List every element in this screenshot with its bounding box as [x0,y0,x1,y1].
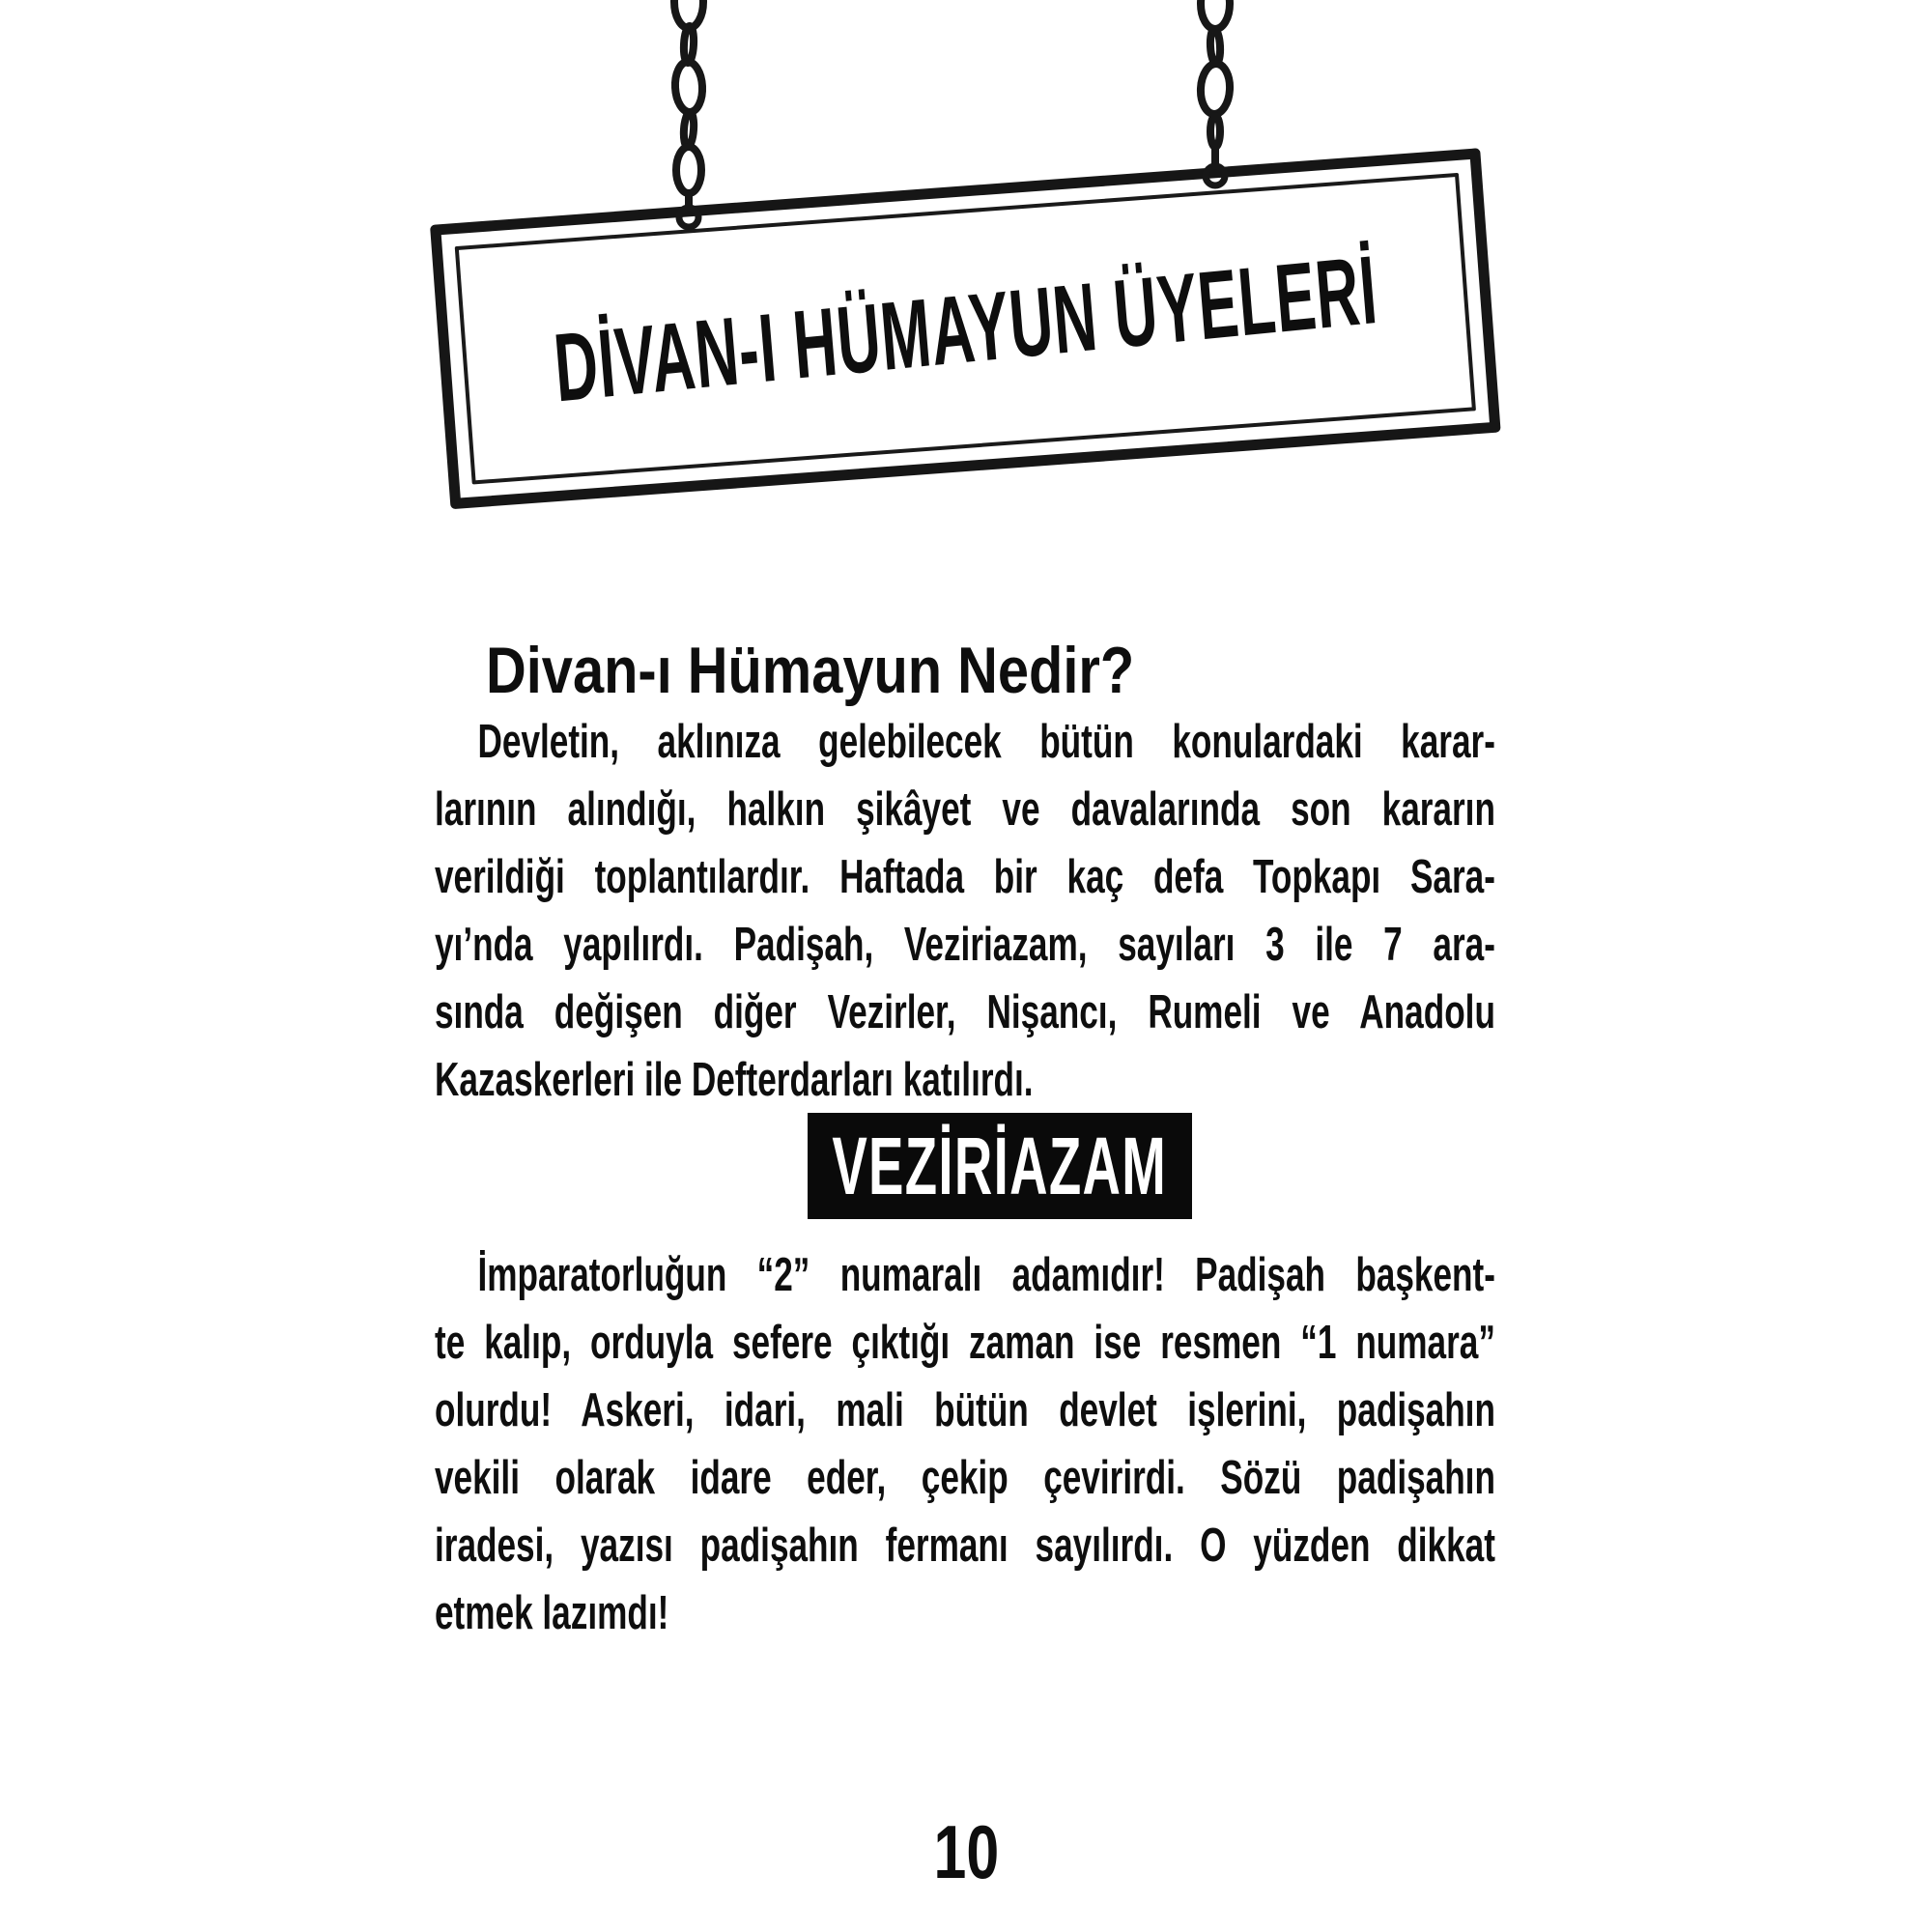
paragraph-line: verildiği toplantılardır. Haftada bir kaç defa Topkapı Sara- [435,851,1495,903]
badge-label: VEZİRİAZAM [832,1121,1168,1211]
section-heading: Divan-ı Hümayun Nedir? [486,634,1135,707]
paragraph-line: sında değişen diğer Vezirler, Nişancı, Rumeli ve Anadolu [435,986,1495,1038]
hanging-sign-board [430,148,1501,509]
paragraph-line: Kazaskerleri ile Defterdarları katılırdı. [435,1054,1034,1106]
paragraph-line: iradesi, yazısı padişahın fermanı sayılırdı. O yüzden dikkat [435,1520,1495,1572]
chain-icon [1184,0,1246,195]
paragraph-divan-nedir [435,708,1495,1114]
chain-icon [658,0,720,243]
paragraph-line: etmek lazımdı! [435,1587,669,1639]
paragraph-veziriazam [435,1241,1495,1647]
paragraph-line: vekili olarak idare eder, çekip çevirirdi. Sözü padişahın [435,1452,1495,1504]
paragraph-line: Devletin, aklınıza gelebilecek bütün konulardaki karar- [477,716,1495,768]
paragraph-line: larının alındığı, halkın şikâyet ve davalarında son kararın [435,783,1495,836]
paragraph-line: İmparatorluğun “2” numaralı adamıdır! Padişah başkent- [477,1249,1495,1301]
paragraph-line: yı’nda yapılırdı. Padişah, Veziriazam, sayıları 3 ile 7 ara- [435,919,1495,971]
paragraph-line: olurdu! Askeri, idari, mali bütün devlet işlerini, padişahın [435,1384,1495,1436]
veziriazam-badge [808,1113,1192,1219]
sign-title: DİVAN-I HÜMAYUN ÜYELERİ [550,235,1381,422]
paragraph-line: te kalıp, orduyla sefere çıktığı zaman ise resmen “1 numara” [435,1317,1495,1369]
page-number: 10 [933,1809,999,1894]
